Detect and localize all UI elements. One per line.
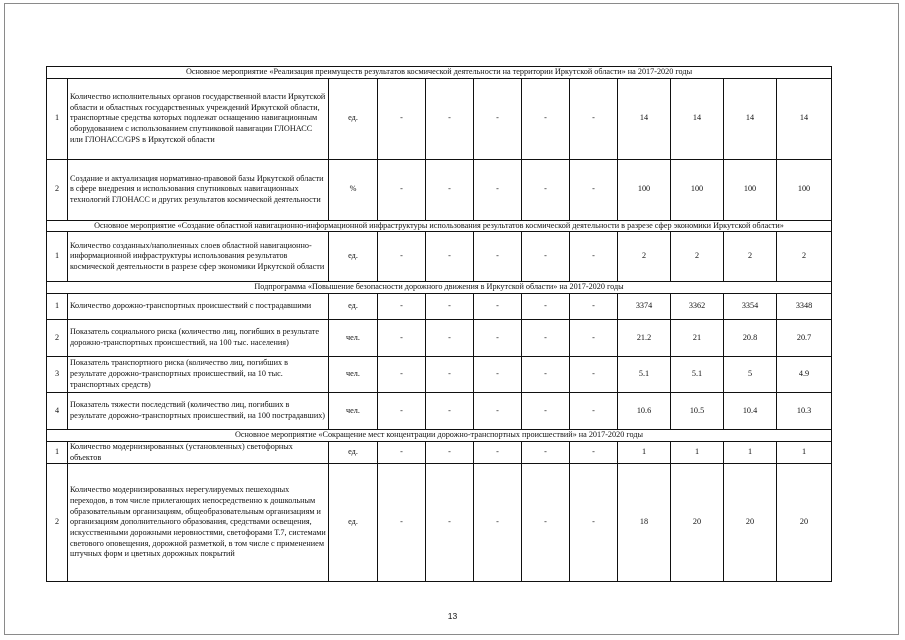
value-cell: 10.6: [618, 392, 671, 429]
value-cell: -: [426, 78, 474, 159]
value-cell: 10.4: [724, 392, 777, 429]
indicator-name: Количество дорожно-транспортных происшествий с пострадавшими: [68, 293, 329, 319]
value-cell: -: [426, 464, 474, 582]
value-cell: -: [522, 293, 570, 319]
value-cell: -: [570, 356, 618, 392]
unit-cell: ед.: [329, 78, 378, 159]
value-cell: 20: [671, 464, 724, 582]
value-cell: 3374: [618, 293, 671, 319]
value-cell: 18: [618, 464, 671, 582]
value-cell: 14: [618, 78, 671, 159]
value-cell: -: [522, 356, 570, 392]
table-row: [47, 293, 832, 319]
table-row: [47, 159, 832, 220]
value-cell: 1: [618, 441, 671, 463]
value-cell: 20.7: [777, 319, 832, 356]
table-body: [47, 67, 832, 582]
value-cell: -: [426, 441, 474, 463]
value-cell: -: [426, 319, 474, 356]
value-cell: -: [522, 319, 570, 356]
value-cell: 100: [618, 159, 671, 220]
table-row: [47, 356, 832, 392]
value-cell: 100: [777, 159, 832, 220]
value-cell: -: [426, 159, 474, 220]
value-cell: -: [570, 78, 618, 159]
value-cell: 21: [671, 319, 724, 356]
table-row: [47, 464, 832, 582]
indicator-name: Количество исполнительных органов государственной власти Иркутской области и областных государственных учреждений Иркутской области, транспортные средства которых подлежат оснащению навигационным оборудованием с использованием спутниковой навигации ГЛОНАСС или ГЛОНАСС/GPS в Иркутской области: [68, 78, 329, 159]
value-cell: 100: [671, 159, 724, 220]
section-title: Основное мероприятие «Реализация преимуществ результатов космической деятельности на территории Иркутской области» на 2017-2020 годы: [47, 67, 832, 79]
unit-cell: чел.: [329, 392, 378, 429]
section-title: Основное мероприятие «Сокращение мест концентрации дорожно-транспортных происшествий» на 2017-2020 годы: [47, 429, 832, 441]
value-cell: -: [474, 392, 522, 429]
indicator-name: Количество созданных/наполненных слоев областной навигационно-информационной инфраструктуры использования результатов космической деятельности в разрезе сфер экономики Иркутской области: [68, 232, 329, 282]
value-cell: -: [378, 78, 426, 159]
value-cell: -: [522, 441, 570, 463]
value-cell: -: [570, 441, 618, 463]
indicator-name: Показатель социального риска (количество лиц, погибших в результате дорожно-транспортных происшествий, на 100 тыс. населения): [68, 319, 329, 356]
value-cell: -: [378, 319, 426, 356]
indicator-name: Количество модернизированных нерегулируемых пешеходных переходов, в том числе прилегающих непосредственно к дошкольным образовательным организациям, общеобразовательным организациям и организациям дополнительного образования, средствами освещения, искусственными дорожными неровностями, светофорами Т.7, системами светового оповещения, дорожной разметкой, в том числе с применением штучных форм и цветных дорожных покрытий: [68, 464, 329, 582]
value-cell: -: [522, 78, 570, 159]
value-cell: 3354: [724, 293, 777, 319]
value-cell: -: [522, 159, 570, 220]
section-header-row: [47, 220, 832, 232]
value-cell: 20.8: [724, 319, 777, 356]
value-cell: -: [522, 392, 570, 429]
section-header-row: [47, 429, 832, 441]
unit-cell: чел.: [329, 356, 378, 392]
value-cell: 14: [671, 78, 724, 159]
value-cell: -: [474, 319, 522, 356]
row-number: 1: [47, 293, 68, 319]
value-cell: 20: [777, 464, 832, 582]
row-number: 3: [47, 356, 68, 392]
table-row: [47, 392, 832, 429]
value-cell: -: [522, 232, 570, 282]
value-cell: 21.2: [618, 319, 671, 356]
value-cell: -: [378, 464, 426, 582]
value-cell: -: [378, 159, 426, 220]
unit-cell: ед.: [329, 232, 378, 282]
value-cell: -: [474, 78, 522, 159]
value-cell: 3348: [777, 293, 832, 319]
indicator-name: Показатель транспортного риска (количество лиц, погибших в результате дорожно-транспортных происшествий, на 10 тыс. транспортных средств): [68, 356, 329, 392]
value-cell: -: [426, 356, 474, 392]
unit-cell: %: [329, 159, 378, 220]
indicators-table: [46, 66, 832, 582]
value-cell: -: [522, 464, 570, 582]
value-cell: 5.1: [618, 356, 671, 392]
value-cell: -: [570, 232, 618, 282]
unit-cell: ед.: [329, 464, 378, 582]
row-number: 1: [47, 232, 68, 282]
value-cell: -: [426, 232, 474, 282]
value-cell: -: [570, 319, 618, 356]
value-cell: -: [378, 293, 426, 319]
section-header-row: [47, 67, 832, 79]
value-cell: -: [474, 232, 522, 282]
table-row: [47, 232, 832, 282]
value-cell: 14: [777, 78, 832, 159]
value-cell: 1: [671, 441, 724, 463]
value-cell: -: [426, 392, 474, 429]
value-cell: 2: [671, 232, 724, 282]
row-number: 2: [47, 464, 68, 582]
value-cell: -: [474, 356, 522, 392]
table-row: [47, 441, 832, 463]
page-number: 13: [447, 611, 458, 621]
value-cell: -: [474, 441, 522, 463]
value-cell: -: [474, 293, 522, 319]
value-cell: 10.3: [777, 392, 832, 429]
table-row: [47, 319, 832, 356]
section-title: Основное мероприятие «Создание областной навигационно-информационной инфраструктуры использования результатов космической деятельности в разрезе сфер экономики Иркутской области»: [47, 220, 832, 232]
value-cell: 2: [724, 232, 777, 282]
value-cell: 20: [724, 464, 777, 582]
indicator-name: Количество модернизированных (установленных) светофорных объектов: [68, 441, 329, 463]
row-number: 2: [47, 319, 68, 356]
value-cell: -: [426, 293, 474, 319]
value-cell: 14: [724, 78, 777, 159]
value-cell: -: [570, 159, 618, 220]
value-cell: -: [570, 293, 618, 319]
value-cell: -: [570, 464, 618, 582]
row-number: 1: [47, 78, 68, 159]
value-cell: 5.1: [671, 356, 724, 392]
value-cell: -: [378, 392, 426, 429]
indicator-name: Создание и актуализация нормативно-правовой базы Иркутской области в сфере внедрения и использования спутниковых навигационных технологий ГЛОНАСС и других результатов космической деятельности: [68, 159, 329, 220]
value-cell: -: [378, 441, 426, 463]
unit-cell: ед.: [329, 441, 378, 463]
value-cell: -: [474, 159, 522, 220]
value-cell: 1: [724, 441, 777, 463]
value-cell: 4.9: [777, 356, 832, 392]
value-cell: 2: [618, 232, 671, 282]
indicator-name: Показатель тяжести последствий (количество лиц, погибших в результате дорожно-транспортных происшествий, на 100 пострадавших): [68, 392, 329, 429]
row-number: 2: [47, 159, 68, 220]
value-cell: 3362: [671, 293, 724, 319]
value-cell: 10.5: [671, 392, 724, 429]
value-cell: 5: [724, 356, 777, 392]
section-header-row: [47, 282, 832, 294]
value-cell: 2: [777, 232, 832, 282]
table-row: [47, 78, 832, 159]
section-title: Подпрограмма «Повышение безопасности дорожного движения в Иркутской области» на 2017-2020 годы: [47, 282, 832, 294]
value-cell: -: [570, 392, 618, 429]
row-number: 1: [47, 441, 68, 463]
unit-cell: ед.: [329, 293, 378, 319]
value-cell: 1: [777, 441, 832, 463]
value-cell: -: [378, 232, 426, 282]
row-number: 4: [47, 392, 68, 429]
value-cell: -: [378, 356, 426, 392]
unit-cell: чел.: [329, 319, 378, 356]
value-cell: 100: [724, 159, 777, 220]
value-cell: -: [474, 464, 522, 582]
